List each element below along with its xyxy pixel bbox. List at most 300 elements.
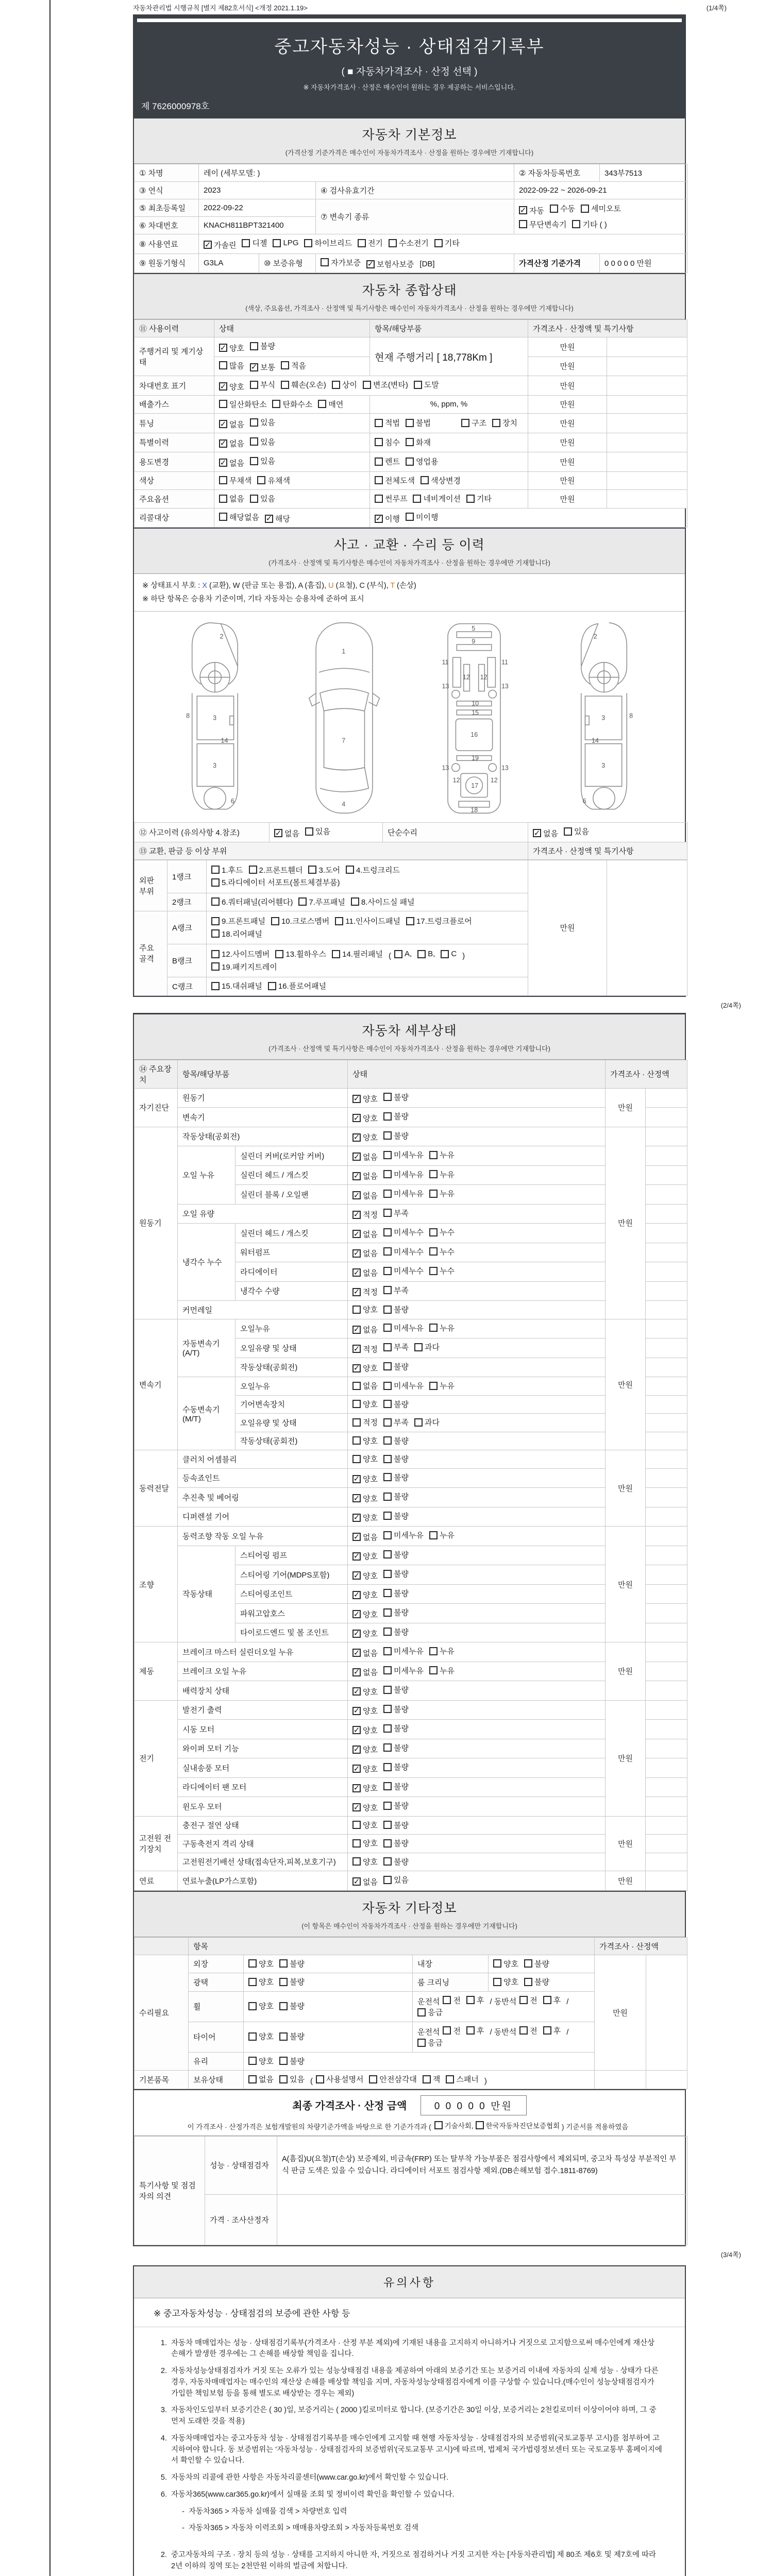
checkbox-option[interactable] [389, 238, 429, 248]
checkbox-option[interactable] [383, 1246, 424, 1257]
checkbox-option[interactable] [429, 1380, 455, 1391]
checkbox-option[interactable] [352, 1171, 378, 1181]
checkbox-option[interactable] [383, 1265, 424, 1276]
device-price-blank[interactable] [646, 1301, 687, 1319]
checkbox-option[interactable] [272, 399, 312, 410]
checkbox-option[interactable] [211, 877, 340, 888]
wheel-position-options [413, 1991, 595, 2022]
checkbox-option[interactable] [279, 2074, 305, 2084]
checkbox-option[interactable] [383, 1723, 409, 1734]
checkbox-option[interactable] [383, 1665, 424, 1676]
overall-title: 자동차 종합상태 [362, 283, 457, 298]
checkbox-option[interactable] [493, 1958, 518, 1969]
checkbox-option[interactable] [271, 916, 329, 926]
checkbox-option[interactable] [352, 1589, 378, 1600]
checkbox-option[interactable] [543, 2025, 561, 2036]
checkbox-option[interactable] [429, 1246, 455, 1257]
device-price-blank[interactable] [646, 1243, 687, 1262]
price-blank[interactable] [607, 471, 687, 490]
checkbox-option[interactable] [257, 475, 290, 486]
device-price-blank[interactable] [646, 1414, 687, 1432]
checkbox-option[interactable] [375, 456, 400, 467]
checkbox-option[interactable] [352, 1093, 378, 1104]
checkbox-option[interactable] [316, 2074, 363, 2084]
checkbox-option[interactable] [352, 1151, 378, 1162]
checkbox-option[interactable] [219, 493, 244, 504]
device-price-blank[interactable] [646, 1262, 687, 1282]
final-price-label: 최종 가격조사 · 산정 금액 [292, 2100, 407, 2112]
checkbox-option[interactable] [352, 1417, 378, 1428]
checkbox-option[interactable] [352, 1435, 378, 1446]
checkbox-option[interactable] [219, 475, 251, 486]
checkbox-option[interactable] [383, 1491, 409, 1502]
checkbox-option[interactable] [383, 1453, 409, 1464]
device-price-blank[interactable] [646, 1758, 687, 1778]
checkbox-option[interactable] [273, 239, 298, 247]
checkbox-option[interactable] [352, 1628, 378, 1639]
device-price-blank[interactable] [646, 1319, 687, 1338]
price-blank[interactable] [607, 376, 687, 396]
tire-label: 타이어 [189, 2022, 244, 2052]
detail-h4: 가격조사 · 산정액 [606, 1060, 687, 1088]
device-price-blank[interactable] [646, 1395, 687, 1414]
checkbox-option[interactable] [250, 341, 275, 351]
checkbox-option[interactable] [414, 379, 439, 390]
checkbox-option[interactable] [406, 512, 438, 522]
checkbox-label: 불량 [394, 1589, 409, 1598]
checkbox-option[interactable] [304, 238, 351, 248]
device-price-blank[interactable] [646, 1662, 687, 1681]
checkbox-option[interactable] [429, 1265, 455, 1276]
checkbox-option[interactable] [352, 1570, 378, 1581]
checkbox-option[interactable] [352, 1493, 378, 1504]
tuning-legal-options [375, 417, 436, 429]
device-price-blank[interactable] [646, 1432, 687, 1450]
checkbox-option[interactable] [383, 1646, 424, 1656]
checkbox-option[interactable] [352, 1551, 378, 1562]
checkbox-option[interactable] [308, 865, 340, 875]
checkbox-option[interactable] [279, 2001, 305, 2011]
checkbox-option[interactable] [352, 1686, 378, 1697]
checkbox-option[interactable] [414, 1417, 440, 1428]
checkbox-option[interactable] [219, 381, 244, 392]
checkbox-option[interactable] [250, 455, 275, 466]
checkbox-option[interactable] [461, 417, 486, 428]
checkbox-option[interactable] [211, 916, 265, 926]
checkbox-option[interactable] [352, 1532, 378, 1543]
checkbox-option[interactable] [369, 2074, 416, 2084]
checkbox-option[interactable] [383, 1227, 424, 1238]
device-price-blank[interactable] [646, 1584, 687, 1604]
device-price-blank[interactable] [646, 1871, 687, 1891]
checkbox-option[interactable] [466, 1995, 484, 2006]
rank1-parts-line2 [211, 877, 523, 889]
price-blank[interactable] [607, 452, 687, 472]
checkbox-option[interactable] [279, 1958, 305, 1969]
device-price-blank[interactable] [646, 1127, 687, 1146]
checkbox-option[interactable] [383, 1704, 409, 1715]
device-price-blank[interactable] [646, 1338, 687, 1358]
checkbox-label: 미세누수 [394, 1267, 424, 1276]
checkbox-option[interactable] [346, 865, 400, 875]
checkbox-option[interactable] [383, 1856, 409, 1867]
checkbox-option[interactable] [423, 2074, 441, 2084]
device-price-blank[interactable] [646, 1204, 687, 1224]
price-blank[interactable] [607, 490, 687, 509]
car-side-left-diagram[interactable] [170, 619, 260, 817]
checkbox-option[interactable] [352, 1344, 378, 1354]
checkbox-option[interactable] [383, 1149, 424, 1160]
checkbox-option[interactable] [352, 1725, 378, 1736]
checkbox-option[interactable] [550, 203, 575, 214]
device-price-blank[interactable] [646, 1604, 687, 1623]
checkbox-option[interactable] [248, 2001, 274, 2011]
checkbox-option[interactable] [204, 240, 236, 250]
checkbox-option[interactable] [429, 1665, 455, 1676]
status-options [348, 1262, 606, 1282]
checkbox-option[interactable] [248, 2056, 274, 2066]
unchecked-checkbox-icon [383, 1570, 392, 1578]
checkbox-option[interactable] [265, 513, 290, 524]
checkbox-option[interactable] [375, 417, 400, 428]
checkbox-option[interactable] [375, 493, 407, 504]
checkbox-option[interactable] [335, 916, 400, 926]
checkbox-option[interactable] [219, 512, 259, 522]
device-price-blank[interactable] [646, 1623, 687, 1642]
checkbox-option[interactable] [429, 1323, 455, 1333]
price-blank[interactable] [607, 357, 687, 376]
checkbox-option[interactable] [429, 1188, 455, 1199]
checkbox-option[interactable] [519, 1995, 537, 2006]
unchecked-checkbox-icon [383, 1131, 392, 1140]
checkbox-option[interactable] [383, 1781, 409, 1792]
checkbox-option[interactable] [275, 948, 326, 959]
checkbox-option[interactable] [352, 1744, 378, 1755]
checkbox-option[interactable] [211, 961, 277, 972]
checkbox-option[interactable] [352, 1190, 378, 1201]
status-options [348, 1108, 606, 1127]
checkbox-option[interactable] [519, 219, 566, 230]
checkbox-option[interactable] [352, 1324, 378, 1335]
checkbox-option[interactable] [383, 1626, 409, 1637]
checkbox-option[interactable] [352, 1132, 378, 1143]
checkbox-option[interactable] [524, 1958, 549, 1969]
checkbox-option[interactable] [572, 219, 607, 230]
device-label: 제동 [135, 1642, 178, 1701]
checkbox-option[interactable] [466, 493, 492, 504]
checkbox-option[interactable] [321, 257, 361, 268]
checkbox-option[interactable] [250, 493, 275, 504]
device-price-blank[interactable] [646, 1681, 687, 1701]
appraiser-opinion-label: 가격 · 조사산정자 [205, 2194, 277, 2245]
checkbox-option[interactable] [305, 826, 330, 837]
price-blank[interactable] [607, 337, 687, 357]
checkbox-option[interactable] [274, 828, 299, 839]
device-price-blank[interactable] [646, 1797, 687, 1817]
checkbox-option[interactable] [429, 1227, 455, 1238]
checkbox-option[interactable] [383, 1874, 409, 1885]
checkbox-option[interactable] [533, 828, 558, 839]
appraiser-opinion-text[interactable] [277, 2194, 687, 2245]
checkbox-option[interactable] [219, 419, 244, 430]
checkbox-option[interactable] [406, 417, 431, 428]
checkbox-option[interactable] [466, 2025, 484, 2036]
checkbox-option[interactable] [352, 1248, 378, 1259]
checkbox-option[interactable] [211, 896, 293, 907]
checkbox-option[interactable] [318, 399, 343, 410]
checkbox-option[interactable] [413, 493, 460, 504]
checkbox-option[interactable] [417, 950, 435, 958]
checkbox-option[interactable] [383, 1361, 409, 1372]
checkbox-option[interactable] [429, 1169, 455, 1180]
checkbox-option[interactable] [249, 865, 303, 875]
checkbox-option[interactable] [383, 1188, 424, 1199]
checkbox-option[interactable] [383, 1684, 409, 1695]
device-price-blank[interactable] [646, 1700, 687, 1720]
checkbox-option[interactable] [414, 1342, 440, 1352]
checkbox-option[interactable] [375, 513, 400, 524]
checkbox-option[interactable] [211, 980, 262, 991]
checkbox-option[interactable] [383, 1208, 409, 1218]
device-price-blank[interactable] [646, 1835, 687, 1853]
checkbox-option[interactable] [434, 238, 460, 248]
checkbox-option[interactable] [383, 1607, 409, 1618]
basic-items-price-blank[interactable] [646, 2071, 687, 2089]
checkbox-option[interactable] [383, 1820, 409, 1831]
checkbox-option[interactable] [352, 1820, 378, 1831]
checkbox-option[interactable] [383, 1323, 424, 1333]
device-price-blank[interactable] [646, 1546, 687, 1565]
checkbox-option[interactable] [248, 1958, 274, 1969]
checkbox-option[interactable] [352, 1609, 378, 1620]
checkbox-option[interactable] [543, 1995, 561, 2006]
checkbox-option[interactable] [375, 437, 400, 448]
checkbox-option[interactable] [434, 2120, 474, 2130]
checkbox-option[interactable] [564, 826, 589, 837]
emission-values[interactable]: %, ppm, % [370, 395, 528, 414]
checkbox-option[interactable] [219, 438, 244, 449]
device-price-blank[interactable] [646, 1853, 687, 1871]
checkbox-option[interactable] [352, 1783, 378, 1793]
checkbox-option[interactable] [383, 1800, 409, 1811]
checkbox-option[interactable] [332, 379, 357, 390]
device-price-blank[interactable] [646, 1488, 687, 1507]
other-info-table [134, 1937, 687, 2089]
checkbox-option[interactable] [352, 1876, 378, 1887]
checkbox-option[interactable] [383, 1092, 409, 1103]
checkbox-option[interactable] [352, 1667, 378, 1677]
checkbox-option[interactable] [352, 1399, 378, 1410]
checkbox-option[interactable] [519, 2025, 537, 2036]
checkbox-option[interactable] [352, 1380, 378, 1391]
final-price-row [134, 2089, 685, 2136]
checkbox-option[interactable] [248, 1976, 274, 1987]
checkbox-option[interactable] [211, 865, 243, 875]
checkbox-option[interactable] [383, 1417, 409, 1428]
checkbox-option[interactable] [352, 1838, 378, 1849]
checkbox-option[interactable] [383, 1304, 409, 1315]
checkbox-option[interactable] [352, 1209, 378, 1220]
checkbox-option[interactable] [429, 1530, 455, 1540]
checkbox-option[interactable] [352, 1267, 378, 1278]
checkbox-option[interactable] [383, 1742, 409, 1753]
checkbox-option[interactable] [394, 950, 412, 958]
checkbox-option[interactable] [352, 1113, 378, 1124]
basic-items-price[interactable] [595, 2071, 646, 2089]
checkbox-option[interactable] [421, 475, 461, 486]
warranty-label: ⑩ 보증유형 [259, 253, 316, 273]
checkbox-option[interactable] [250, 362, 275, 372]
checkbox-option[interactable] [429, 1149, 455, 1160]
price-blank[interactable] [607, 414, 687, 433]
checkbox-option[interactable] [352, 1304, 378, 1315]
device-price-blank[interactable] [646, 1642, 687, 1662]
checkbox-option[interactable] [429, 1646, 455, 1656]
checkbox-option[interactable] [352, 1512, 378, 1523]
checkbox-option[interactable] [281, 360, 306, 371]
device-price-blank[interactable] [646, 1816, 687, 1835]
device-price-blank[interactable] [646, 1720, 687, 1739]
checkbox-option[interactable] [383, 1511, 409, 1521]
price-blank[interactable] [607, 433, 687, 452]
checkbox-option[interactable] [406, 437, 431, 448]
checkbox-option[interactable] [383, 1472, 409, 1483]
option-text: ( [310, 2076, 313, 2086]
checkbox-label: 전기 [367, 239, 383, 248]
checkbox-option[interactable] [248, 2074, 274, 2084]
car-side-right-diagram[interactable] [559, 619, 649, 817]
checkbox-option[interactable] [383, 1380, 424, 1391]
checkbox-option[interactable] [351, 896, 415, 907]
checkbox-option[interactable] [219, 360, 244, 371]
detail-section [133, 1013, 686, 1892]
checkbox-option[interactable] [383, 1399, 409, 1410]
device-price-blank[interactable] [646, 1185, 687, 1205]
checkbox-option[interactable] [268, 980, 326, 991]
device-price-blank[interactable] [646, 1146, 687, 1166]
checkbox-option[interactable] [383, 1435, 409, 1446]
exchange-price-blank[interactable] [607, 860, 687, 995]
device-price-blank[interactable] [646, 1165, 687, 1185]
car-top-diagram[interactable] [299, 619, 390, 817]
checkbox-option[interactable] [352, 1648, 378, 1658]
checkbox-option[interactable] [279, 2031, 305, 2042]
checkbox-option[interactable] [332, 948, 383, 959]
checkbox-option[interactable] [383, 1568, 409, 1579]
checkbox-option[interactable] [352, 1705, 378, 1716]
unchecked-checkbox-icon [493, 1959, 501, 1968]
checkbox-option[interactable] [211, 928, 262, 939]
checkbox-label: 양호 [363, 1455, 378, 1464]
checkbox-option[interactable] [383, 1342, 409, 1352]
checkbox-option[interactable] [406, 916, 472, 926]
checkbox-option[interactable] [358, 238, 383, 248]
device-price-blank[interactable] [646, 1224, 687, 1243]
other-info-section [133, 1892, 686, 2246]
checkbox-option[interactable] [366, 259, 414, 269]
checkbox-option[interactable] [383, 1588, 409, 1599]
device-price-blank[interactable] [646, 1281, 687, 1301]
checkbox-option[interactable] [383, 1130, 409, 1141]
device-price-blank[interactable] [646, 1527, 687, 1546]
checkbox-option[interactable] [242, 238, 267, 248]
checkbox-option[interactable] [352, 1856, 378, 1867]
unchecked-checkbox-icon [335, 917, 343, 925]
checkbox-option[interactable] [352, 1802, 378, 1813]
car-underbody-diagram[interactable] [429, 619, 519, 817]
device-price-blank[interactable] [646, 1108, 687, 1127]
checkbox-option[interactable] [250, 436, 275, 447]
price-blank[interactable] [607, 395, 687, 414]
checkbox-option[interactable] [363, 379, 408, 390]
checkbox-option[interactable] [383, 1530, 424, 1540]
checkbox-option[interactable] [352, 1229, 378, 1240]
checkbox-option[interactable] [219, 343, 244, 353]
final-price-value[interactable]: 0 0 0 0 0 만원 [421, 2095, 527, 2115]
checkbox-option[interactable] [383, 1111, 409, 1122]
checkbox-option[interactable] [279, 2056, 305, 2066]
checkbox-option[interactable] [443, 2025, 461, 2036]
device-price-blank[interactable] [646, 1450, 687, 1469]
checkbox-option[interactable] [352, 1473, 378, 1484]
checkbox-option[interactable] [298, 896, 345, 907]
checkbox-option[interactable] [524, 1976, 549, 1987]
checkbox-option[interactable] [519, 205, 544, 216]
checkbox-option[interactable] [219, 399, 266, 410]
device-price-blank[interactable] [646, 1739, 687, 1758]
checkbox-option[interactable] [352, 1363, 378, 1374]
checkbox-option[interactable] [476, 2120, 560, 2130]
checkbox-label: 불량 [394, 1608, 409, 1618]
checkbox-option[interactable] [492, 417, 517, 428]
device-price-blank[interactable] [646, 1377, 687, 1396]
checkbox-option[interactable] [248, 2031, 274, 2042]
checkbox-option[interactable] [250, 379, 275, 390]
device-price-blank[interactable] [646, 1565, 687, 1585]
device-price-blank[interactable] [646, 1468, 687, 1488]
checkbox-option[interactable] [352, 1453, 378, 1464]
status-options [348, 1088, 606, 1108]
device-price-blank[interactable] [646, 1777, 687, 1797]
checkbox-option[interactable] [443, 1995, 461, 2006]
checkbox-option[interactable] [383, 1761, 409, 1772]
checkbox-option[interactable] [211, 948, 270, 959]
checkbox-option[interactable] [383, 1285, 409, 1296]
checkbox-option[interactable] [406, 456, 438, 467]
checkbox-option[interactable] [375, 475, 415, 486]
checkbox-option[interactable] [279, 1976, 305, 1987]
checkbox-option[interactable] [417, 2007, 443, 2018]
checkbox-option[interactable] [281, 379, 326, 390]
checkbox-option[interactable] [581, 203, 621, 214]
checkbox-option[interactable] [250, 417, 275, 428]
repair-price-blank[interactable] [646, 1955, 687, 2071]
checkbox-option[interactable] [352, 1286, 378, 1297]
checkbox-option[interactable] [383, 1169, 424, 1180]
checkbox-label: 양호 [259, 1959, 274, 1969]
checkbox-option[interactable] [352, 1764, 378, 1774]
checkbox-option[interactable] [383, 1838, 409, 1849]
checkbox-option[interactable] [417, 2037, 443, 2048]
checkbox-option[interactable] [493, 1976, 518, 1987]
device-price-blank[interactable] [646, 1088, 687, 1108]
checkbox-option[interactable] [219, 457, 244, 468]
device-price-blank[interactable] [646, 1358, 687, 1377]
checkbox-option[interactable] [383, 1549, 409, 1560]
device-price-blank[interactable] [646, 1507, 687, 1527]
checkbox-option[interactable] [446, 2074, 478, 2084]
checkbox-option[interactable] [441, 950, 457, 958]
